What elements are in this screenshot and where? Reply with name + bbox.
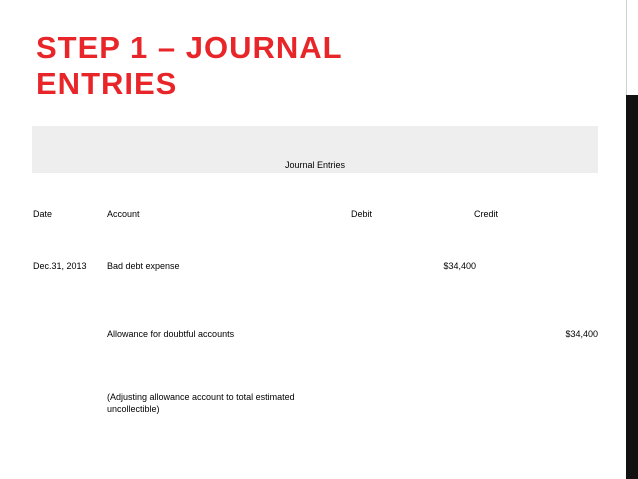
row-1-debit: $34,400 xyxy=(443,261,476,271)
row-1-date: Dec.31, 2013 xyxy=(33,261,87,271)
slide-edge-bar xyxy=(626,95,638,479)
slide-edge-accent xyxy=(626,0,638,95)
column-header-date: Date xyxy=(33,209,53,219)
table-caption: Journal Entries xyxy=(284,160,346,170)
column-header-account: Account xyxy=(107,209,140,219)
row-2-credit: $34,400 xyxy=(565,329,598,339)
column-header-debit: Debit xyxy=(351,209,373,219)
slide-title-line-2: ENTRIES xyxy=(36,66,178,101)
column-header-credit: Credit xyxy=(474,209,499,219)
row-3-account: (Adjusting allowance account to total estimated uncollectible) xyxy=(107,392,295,414)
slide-title-line-1: STEP 1 – JOURNAL xyxy=(36,30,343,65)
row-1-account: Bad debt expense xyxy=(107,261,180,271)
row-2-account: Allowance for doubtful accounts xyxy=(107,329,235,339)
slide-title xyxy=(36,30,596,102)
